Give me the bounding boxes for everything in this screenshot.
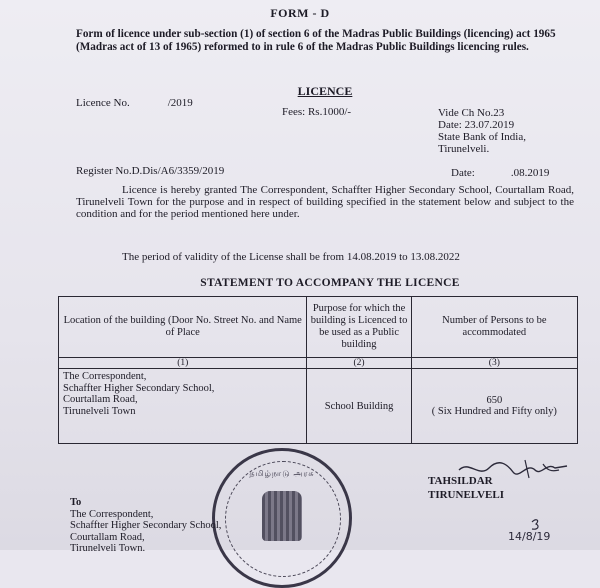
licence-no-label: Licence No. [76, 97, 130, 109]
signatory-block [428, 474, 504, 502]
header-persons: Number of Persons to be accommodated [411, 297, 577, 358]
to-label: To [70, 497, 82, 508]
date-label: Date: [451, 167, 475, 179]
table-index-row [59, 358, 578, 369]
signatory-title: TAHSILDAR [428, 475, 493, 487]
licence-heading: LICENCE [297, 84, 353, 98]
challan-line: Vide Ch No.23 [438, 107, 505, 119]
location-line: Tirunelveli Town [63, 405, 136, 417]
signatory-place: TIRUNELVELI [428, 489, 505, 501]
index-cell: (2) [307, 358, 411, 369]
location-line: The Correspondent, [63, 371, 147, 382]
handwritten-date-text: 14/8/19 [508, 530, 551, 543]
location-line: Courtallam Road, [63, 394, 138, 405]
licence-no-value: /2019 [167, 97, 193, 109]
challan-line: Tirunelveli. [438, 143, 490, 155]
cell-location [59, 369, 307, 444]
cell-persons [411, 369, 577, 444]
addressee-block [70, 497, 221, 555]
form-title: FORM - D [270, 6, 330, 20]
addressee-line: Schaffter Higher Secondary School, [70, 520, 222, 531]
intro-text: Form of licence under sub-section (1) of section 6 of the Madras Public Buildings (licencing) act 1965 (Madras act of 13 of 1965) reformed to in rule 6 of the Madras Public Buildings licencing rules. [76, 28, 556, 53]
statement-table [58, 296, 578, 444]
date-value: .08.2019 [510, 167, 550, 179]
seal-text: தமிழ்நாடு அரசு [249, 469, 315, 478]
validity-period: The period of validity of the License shall be from 14.08.2019 to 13.08.2022 [122, 251, 460, 263]
table-header-row [59, 297, 578, 358]
addressee-line: Tirunelveli Town. [70, 543, 146, 554]
header-location: Location of the building (Door No. Street No. and Name of Place [59, 297, 307, 358]
handwritten-date [504, 514, 594, 544]
licence-number [76, 97, 193, 109]
fees-text: Fees: Rs.1000/- [282, 106, 352, 118]
challan-line: State Bank of India, [438, 131, 526, 143]
addressee-line: Courtallam Road, [70, 531, 145, 543]
index-cell: (3) [411, 358, 577, 369]
seal-emblem-icon [262, 491, 302, 541]
index-cell: (1) [59, 358, 307, 369]
register-number: Register No.D.Dis/A6/3359/2019 [76, 165, 225, 177]
addressee-line: The Correspondent, [70, 508, 154, 520]
issue-date [451, 167, 549, 179]
table-row [59, 369, 578, 444]
licence-body-paragraph: Licence is hereby granted The Correspondent, Schaffter Higher Secondary School, Courtallam Road, Tirunelveli Town for the purpose and in respect of building specified in the statement below and subject to the condition and for the period mentioned here under. [76, 184, 574, 220]
header-purpose: Purpose for which the building is Licenced to be used as a Public building [307, 297, 411, 358]
persons-count: 650 [486, 395, 503, 406]
statement-heading: STATEMENT TO ACCOMPANY THE LICENCE [200, 277, 460, 289]
office-seal [212, 448, 352, 588]
cell-purpose: School Building [307, 369, 411, 444]
challan-line: Date: 23.07.2019 [438, 119, 515, 131]
persons-words: ( Six Hundred and Fifty only) [431, 406, 557, 417]
challan-details [438, 107, 526, 155]
location-line: Schaffter Higher Secondary School, [63, 382, 215, 394]
